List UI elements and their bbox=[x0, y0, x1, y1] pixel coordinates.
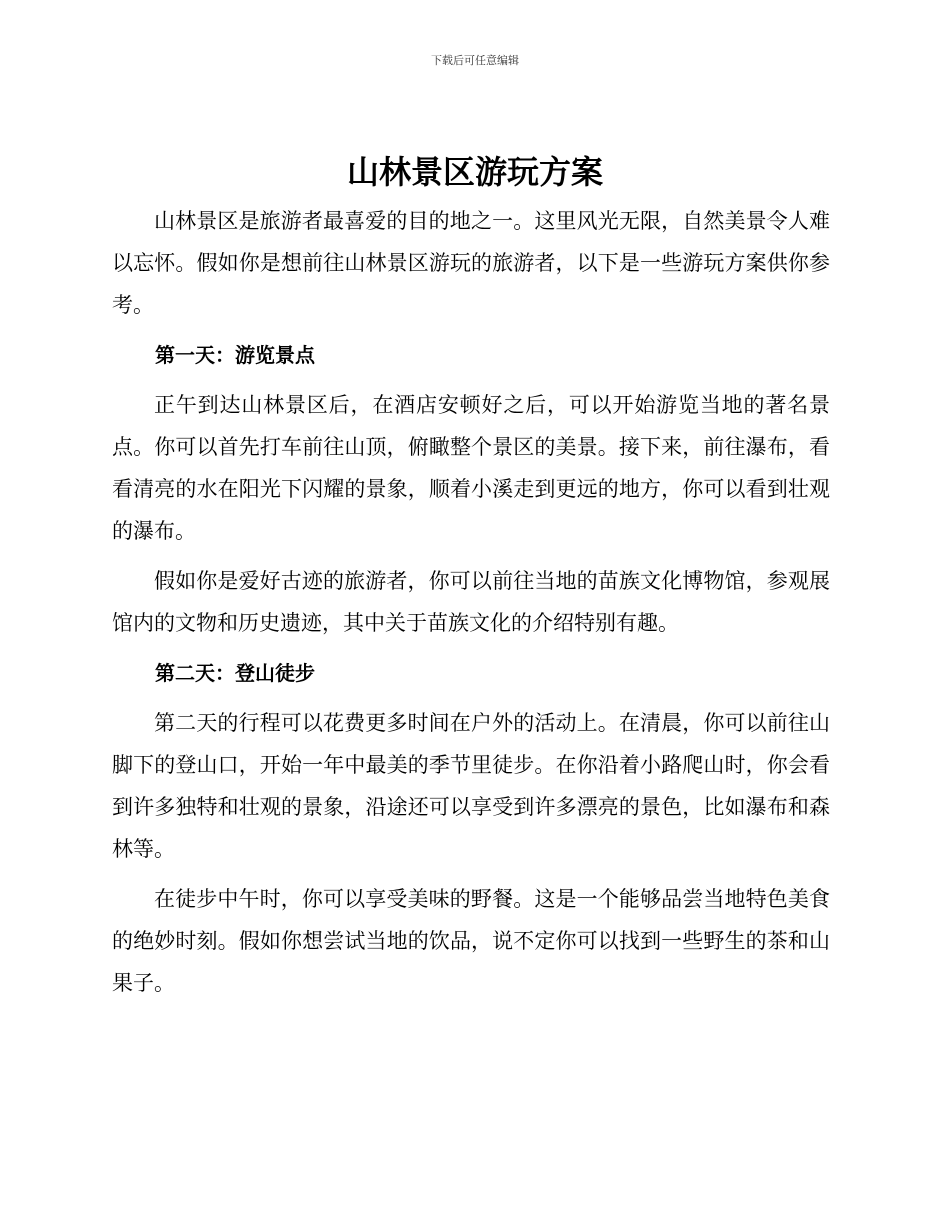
document-body bbox=[112, 200, 830, 1004]
day2-paragraph-2: 在徒步中午时，你可以享受美味的野餐。这是一个能够品尝当地特色美食的绝妙时刻。假如你想尝试当地的饮品，说不定你可以找到一些野生的茶和山果子。 bbox=[112, 887, 830, 995]
intro-paragraph: 山林景区是旅游者最喜爱的目的地之一。这里风光无限，自然美景令人难以忘怀。假如你是想前往山林景区游玩的旅游者，以下是一些游玩方案供你参考。 bbox=[112, 209, 830, 317]
section-heading-day2: 第二天：登山徒步 bbox=[155, 661, 315, 685]
section-heading-day1: 第一天：游览景点 bbox=[155, 343, 315, 367]
day1-paragraph-2: 假如你是爱好古迹的旅游者，你可以前往当地的苗族文化博物馆，参观展馆内的文物和历史遗迹，其中关于苗族文化的介绍特别有趣。 bbox=[112, 569, 830, 635]
page-header-note: 下载后可任意编辑 bbox=[431, 54, 519, 67]
document-title: 山林景区游玩方案 bbox=[346, 153, 603, 191]
day1-paragraph-1: 正午到达山林景区后，在酒店安顿好之后，可以开始游览当地的著名景点。你可以首先打车前往山顶，俯瞰整个景区的美景。接下来，前往瀑布，看看清亮的水在阳光下闪耀的景象，顺着小溪走到更远的地方，你可以看到壮观的瀑布。 bbox=[112, 393, 830, 543]
day2-paragraph-1: 第二天的行程可以花费更多时间在户外的活动上。在清晨，你可以前往山脚下的登山口，开始一年中最美的季节里徒步。在你沿着小路爬山时，你会看到许多独特和壮观的景象，沿途还可以享受到许多漂亮的景色，比如瀑布和森林等。 bbox=[112, 711, 830, 861]
